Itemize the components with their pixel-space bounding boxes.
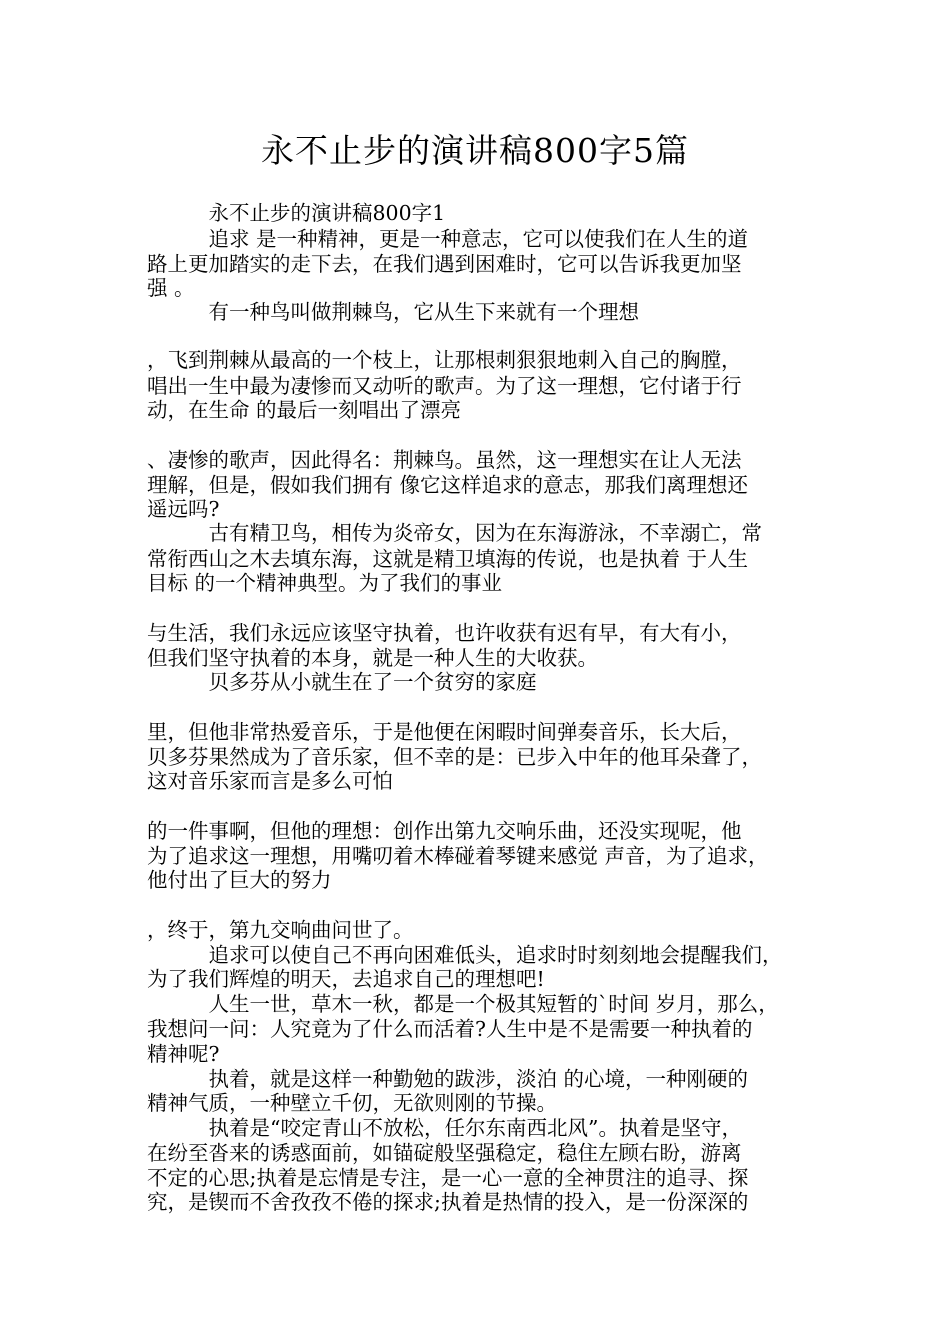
doc-line: 人生一世，草木一秋，都是一个极其短暂的`时间 岁月，那么，	[147, 992, 779, 1016]
doc-line: 古有精卫鸟，相传为炎帝女，因为在东海游泳，不幸溺亡，常	[147, 521, 762, 545]
doc-line: 常衔西山之木去填东海，这就是精卫填海的传说，也是执着 于人生	[147, 547, 749, 571]
doc-line: 究，是锲而不舍孜孜不倦的探求;执着是热情的投入，是一份深深的	[147, 1190, 749, 1214]
doc-line: 为了我们辉煌的明天，去追求自己的理想吧!	[147, 967, 545, 991]
doc-line: 永不止步的演讲稿800字1	[147, 201, 446, 225]
doc-line: 路上更加踏实的走下去，在我们遇到困难时，它可以告诉我更加坚	[147, 252, 742, 276]
doc-line: 不定的心思;执着是忘情是专注，是一心一意的全神贯注的追寻、探	[147, 1166, 749, 1190]
doc-line: 精神呢?	[147, 1042, 220, 1066]
doc-line: 的一件事啊，但他的理想：创作出第九交响乐曲，还没实现呢，他	[147, 819, 742, 843]
document-title: 永不止步的演讲稿800字5篇	[261, 131, 689, 170]
doc-line: 我想问一问：人究竟为了什么而活着?人生中是不是需要一种执着的	[147, 1017, 753, 1041]
doc-line: 执着，就是这样一种勤勉的跋涉，淡泊 的心境，一种刚硬的	[147, 1067, 749, 1091]
doc-line: 有一种鸟叫做荆棘鸟，它从生下来就有一个理想	[147, 300, 639, 324]
doc-line: 里，但他非常热爱音乐，于是他便在闲暇时间弹奏音乐，长大后，	[147, 720, 742, 744]
doc-line: 贝多芬从小就生在了一个贫穷的家庭	[147, 670, 537, 694]
doc-line: 、凄惨的歌声，因此得名：荆棘鸟。虽然，这一理想实在让人无法	[147, 448, 742, 472]
doc-line: 追求 是一种精神，更是一种意志，它可以使我们在人生的道	[147, 227, 749, 251]
doc-line: 与生活，我们永远应该坚守执着，也许收获有迟有早，有大有小，	[147, 621, 742, 645]
doc-line: 为了追求这一理想，用嘴叨着木棒碰着琴键来感觉 声音，为了追求，	[147, 844, 769, 868]
doc-line: 在纷至沓来的诱惑面前，如锚碇般坚强稳定，稳住左顾右盼，游离	[147, 1141, 742, 1165]
doc-line: 强 。	[147, 276, 195, 300]
doc-line: 唱出一生中最为凄惨而又动听的歌声。为了这一理想，它付诸于行	[147, 374, 742, 398]
doc-line: 动，在生命 的最后一刻唱出了漂亮	[147, 398, 462, 422]
doc-line: 这对音乐家而言是多么可怕	[147, 769, 393, 793]
doc-line: ，终于，第九交响曲问世了。	[147, 918, 414, 942]
doc-line: 贝多芬果然成为了音乐家，但不幸的是：已步入中年的他耳朵聋了，	[147, 745, 762, 769]
doc-line: 精神气质，一种壁立千仞，无欲则刚的节操。	[147, 1091, 557, 1115]
doc-line: 追求可以使自己不再向困难低头，追求时时刻刻地会提醒我们，	[147, 943, 783, 967]
doc-line: 理解，但是，假如我们拥有 像它这样追求的意志，那我们离理想还	[147, 473, 749, 497]
doc-line: 目标 的一个精神典型。为了我们的事业	[147, 571, 503, 595]
doc-line: 他付出了巨大的努力	[147, 868, 332, 892]
doc-line: 执着是“咬定青山不放松，任尔东南西北风”。执着是坚守，	[147, 1116, 742, 1140]
doc-line: ，飞到荆棘从最高的一个枝上，让那根刺狠狠地刺入自己的胸膛，	[147, 348, 742, 372]
doc-line: 但我们坚守执着的本身，就是一种人生的大收获。	[147, 646, 598, 670]
doc-line: 遥远吗?	[147, 497, 220, 521]
